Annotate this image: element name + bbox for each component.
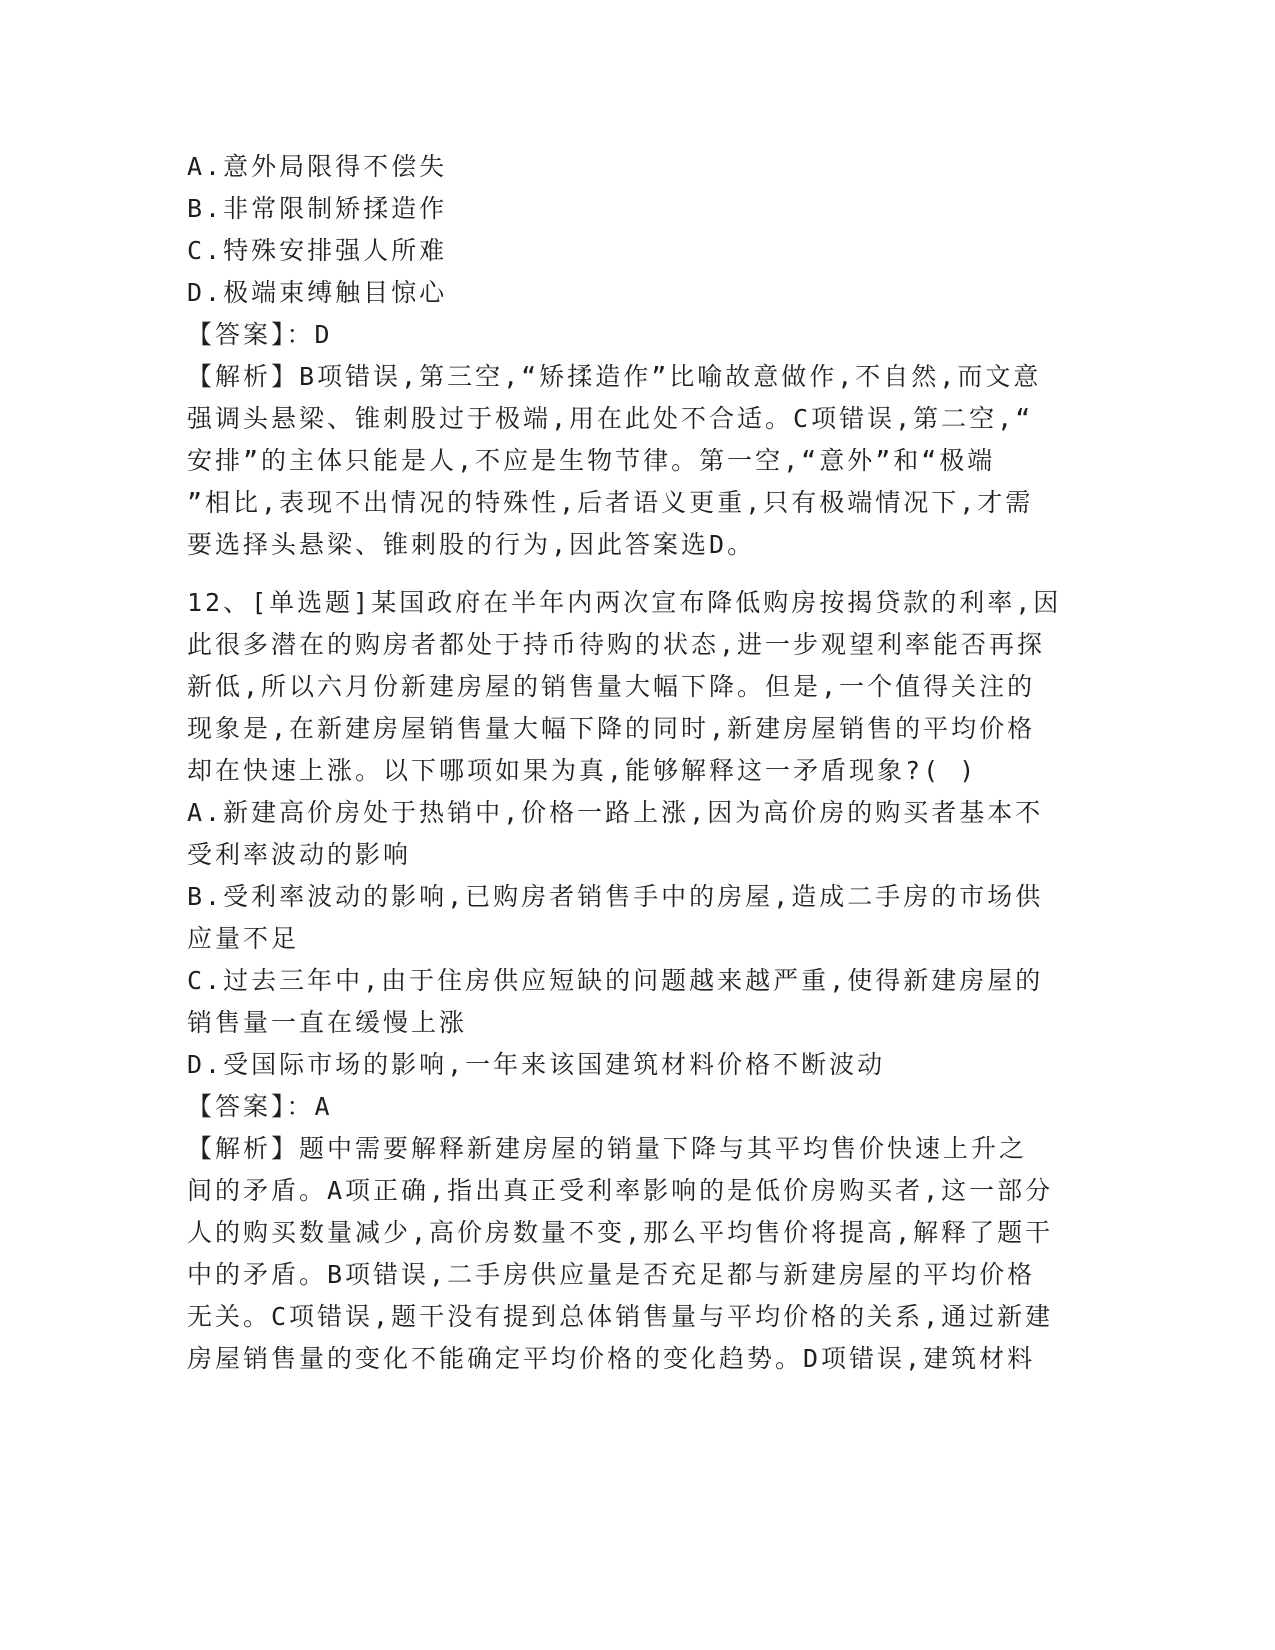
q12-stem-line: 12、[单选题]某国政府在半年内两次宣布降低购房按揭贷款的利率,因 [187, 588, 1062, 617]
q11-analysis-line: 【解析】B项错误,第三空,“矫揉造作”比喻故意做作,不自然,而文意 [187, 362, 1042, 391]
q12-analysis [187, 1128, 1067, 1380]
q12-stem-line: 新低,所以六月份新建房屋的销售量大幅下降。但是,一个值得关注的 [187, 672, 1036, 701]
q12-option-c: C.过去三年中,由于住房供应短缺的问题越来越严重,使得新建房屋的 [187, 966, 1044, 995]
q12-answer: 【答案】：A [187, 1092, 333, 1121]
section-spacer [187, 566, 1067, 582]
q12-stem-line: 却在快速上涨。以下哪项如果为真,能够解释这一矛盾现象?( ) [187, 756, 978, 785]
q12-stem-line: 现象是,在新建房屋销售量大幅下降的同时,新建房屋销售的平均价格 [187, 714, 1036, 743]
document-content [187, 146, 1067, 1380]
q12-option-c-cont: 销售量一直在缓慢上涨 [187, 1008, 468, 1037]
q11-option-c: C.特殊安排强人所难 [187, 236, 448, 265]
q12-options [187, 792, 1067, 1086]
q11-option-d: D.极端束缚触目惊心 [187, 278, 448, 307]
q12-analysis-line: 间的矛盾。A项正确,指出真正受利率影响的是低价房购买者,这一部分 [187, 1176, 1054, 1205]
q11-answer: 【答案】：D [187, 320, 333, 349]
q11-analysis-line: 强调头悬梁、锥刺股过于极端,用在此处不合适。C项错误,第二空,“ [187, 404, 1034, 433]
q12-analysis-line: 无关。C项错误,题干没有提到总体销售量与平均价格的关系,通过新建 [187, 1302, 1054, 1331]
q12-analysis-line: 【解析】题中需要解释新建房屋的销量下降与其平均售价快速上升之 [187, 1134, 1028, 1163]
q11-analysis [187, 356, 1067, 566]
q11-analysis-line: 要选择头悬梁、锥刺股的行为,因此答案选D。 [187, 530, 756, 559]
q11-analysis-line: ”相比,表现不出情况的特殊性,后者语义更重,只有极端情况下,才需 [187, 488, 1034, 517]
q11-options [187, 146, 1067, 314]
q12-stem-line: 此很多潜在的购房者都处于持币待购的状态,进一步观望利率能否再探 [187, 630, 1046, 659]
q12-option-b-cont: 应量不足 [187, 924, 300, 953]
q12-analysis-line: 人的购买数量减少,高价房数量不变,那么平均售价将提高,解释了题干 [187, 1218, 1054, 1247]
q12-option-b: B.受利率波动的影响,已购房者销售手中的房屋,造成二手房的市场供 [187, 882, 1044, 911]
q12-option-d: D.受国际市场的影响,一年来该国建筑材料价格不断波动 [187, 1050, 886, 1079]
q12-analysis-line: 中的矛盾。B项错误,二手房供应量是否充足都与新建房屋的平均价格 [187, 1260, 1036, 1289]
q12-option-a-cont: 受利率波动的影响 [187, 840, 412, 869]
q11-option-b: B.非常限制矫揉造作 [187, 194, 448, 223]
q12-option-a: A.新建高价房处于热销中,价格一路上涨,因为高价房的购买者基本不 [187, 798, 1044, 827]
q12-analysis-line: 房屋销售量的变化不能确定平均价格的变化趋势。D项错误,建筑材料 [187, 1344, 1036, 1373]
q11-option-a: A.意外局限得不偿失 [187, 152, 448, 181]
q11-analysis-line: 安排”的主体只能是人,不应是生物节律。第一空,“意外”和“极端 [187, 446, 996, 475]
q12-stem [187, 582, 1067, 792]
